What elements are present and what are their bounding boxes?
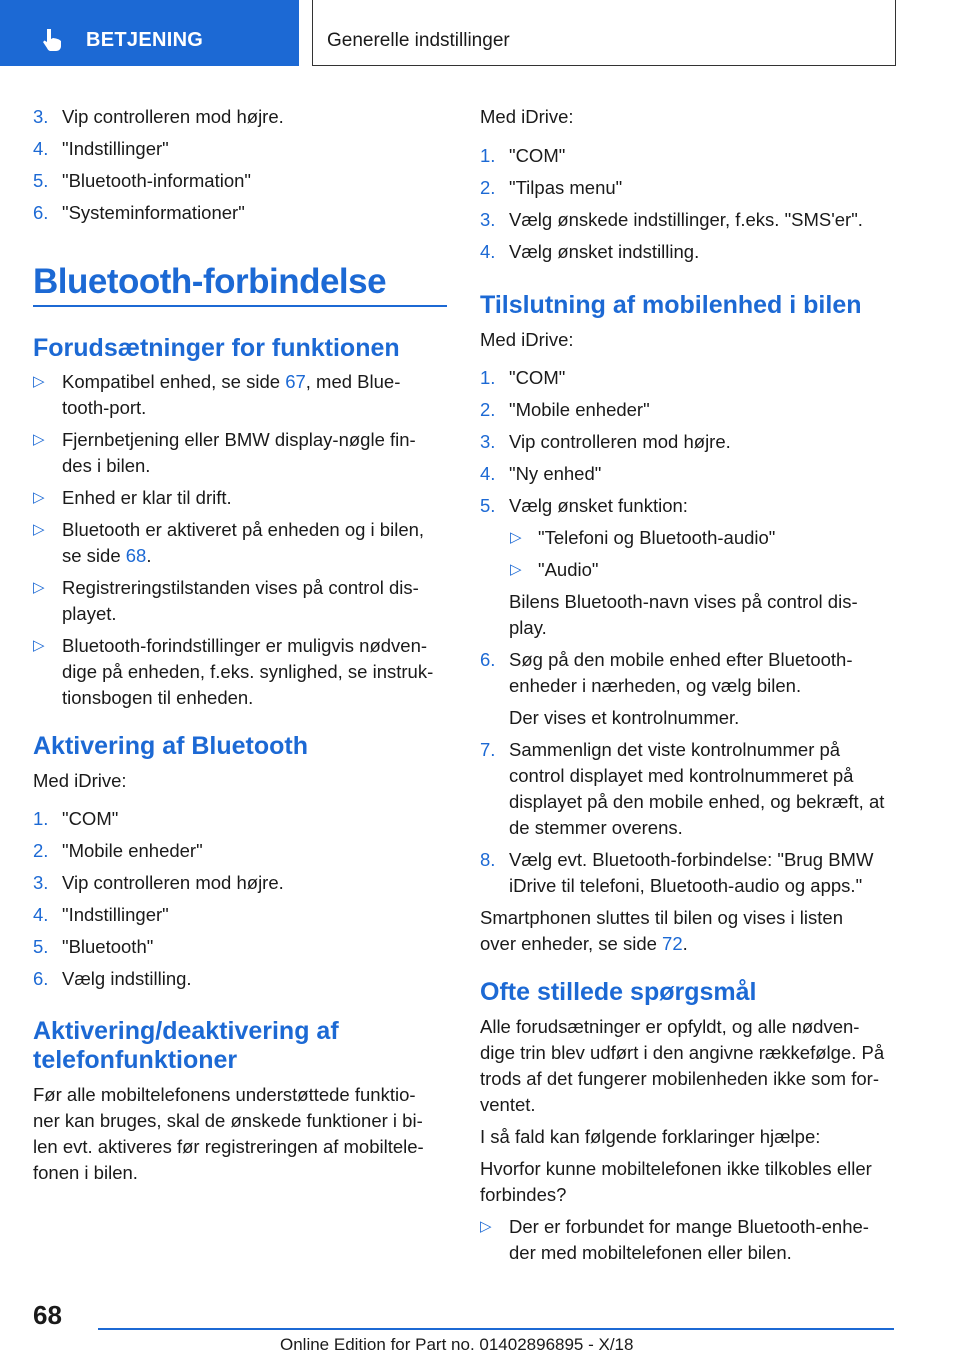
paragraph-line: fonen i bilen. — [33, 1162, 138, 1183]
intro-text: Med iDrive: — [480, 329, 574, 350]
bullet-text: dige på enheden, f.eks. synlighed, se instruk- — [62, 661, 434, 682]
step-number: 2. — [480, 399, 496, 420]
step-text: Vælg ønsket indstilling. — [509, 241, 700, 262]
step-text: Vælg indstilling. — [62, 968, 192, 989]
step-text: Vip controlleren mod højre. — [62, 872, 284, 893]
step-number: 6. — [33, 202, 49, 223]
step-number: 1. — [480, 145, 496, 166]
step-number: 6. — [480, 649, 496, 670]
paragraph-line: len evt. aktiveres før registreringen af mobiltele- — [33, 1136, 424, 1157]
bullet-text — [62, 543, 447, 569]
step-number: 5. — [33, 936, 49, 957]
step-text: "Bluetooth-information" — [62, 170, 251, 191]
bullet-text: Bluetooth-forindstillinger er muligvis nødven- — [62, 635, 428, 656]
step-text: "COM" — [509, 367, 566, 388]
text-span: , med Blue- — [305, 371, 401, 392]
step-text: iDrive til telefoni, Bluetooth-audio og apps." — [509, 875, 863, 896]
edition-text: Online Edition for Part no. 01402896895 - X/18 — [280, 1335, 634, 1354]
paragraph-line: dige trin blev udført i den angivne rækkefølge. På — [480, 1042, 885, 1063]
note-text: Bilens Bluetooth-navn vises på control dis- — [509, 591, 858, 612]
note-text: Der vises et kontrolnummer. — [509, 707, 740, 728]
step-number: 4. — [480, 241, 496, 262]
step-text: Søg på den mobile enhed efter Bluetooth- — [509, 649, 853, 670]
text-span: se side — [62, 545, 126, 566]
step-number: 5. — [33, 170, 49, 191]
step-text: Vælg ønsket funktion: — [509, 495, 688, 516]
paragraph-line: I så fald kan følgende forklaringer hjælpe: — [480, 1126, 821, 1147]
paragraph-line: Smartphonen sluttes til bilen og vises i listen — [480, 907, 843, 928]
bullet-text: Fjernbetjening eller BMW display-nøgle fin- — [62, 429, 416, 450]
bullet-text: tooth-port. — [62, 397, 147, 418]
intro-text: Med iDrive: — [480, 106, 574, 127]
bullet-text: der med mobiltelefonen eller bilen. — [509, 1242, 792, 1263]
step-text: "Ny enhed" — [509, 463, 602, 484]
triangle-bullet-icon: ▷ — [33, 521, 45, 538]
step-text: "Systeminformationer" — [62, 202, 245, 223]
subsection-heading: Forudsætninger for funktionen — [33, 334, 400, 362]
step-number: 4. — [480, 463, 496, 484]
bullet-text: Bluetooth er aktiveret på enheden og i bilen, — [62, 519, 425, 540]
step-number: 4. — [33, 904, 49, 925]
bullet-text — [62, 369, 447, 395]
step-text: "Mobile enheder" — [62, 840, 203, 861]
step-number: 3. — [33, 872, 49, 893]
step-number: 8. — [480, 849, 496, 870]
paragraph-line: ventet. — [480, 1094, 536, 1115]
note-text: play. — [509, 617, 547, 638]
text-span: . — [146, 545, 152, 566]
step-text: Vælg ønskede indstillinger, f.eks. "SMS'er". — [509, 209, 863, 230]
step-number: 6. — [33, 968, 49, 989]
step-text: control displayet med kontrolnummeret på — [509, 765, 854, 786]
paragraph-line: Før alle mobiltelefonens understøttede funktio- — [33, 1084, 416, 1105]
page-link[interactable]: 68 — [125, 545, 147, 566]
heading-rule — [33, 305, 447, 307]
hand-pointer-icon — [40, 27, 66, 53]
step-number: 1. — [33, 808, 49, 829]
paragraph-line: trods af det fungerer mobilenheden ikke som for- — [480, 1068, 879, 1089]
step-text: "Indstillinger" — [62, 904, 169, 925]
subsection-heading: telefonfunktioner — [33, 1046, 238, 1074]
step-text: de stemmer overens. — [509, 817, 683, 838]
step-text: "COM" — [62, 808, 119, 829]
bullet-text: tionsbogen til enheden. — [62, 687, 254, 708]
triangle-bullet-icon: ▷ — [480, 1218, 492, 1235]
step-text: Sammenlign det viste kontrolnummer på — [509, 739, 841, 760]
step-number: 3. — [33, 106, 49, 127]
page-link[interactable]: 72 — [662, 933, 683, 954]
footer-rule — [98, 1328, 894, 1330]
step-number: 4. — [33, 138, 49, 159]
text-span: Kompatibel enhed, se side — [62, 371, 286, 392]
page-link[interactable]: 67 — [285, 371, 306, 392]
step-text: Vælg evt. Bluetooth-forbindelse: "Brug BMW — [509, 849, 874, 870]
header-title-box — [312, 0, 896, 66]
bullet-text: "Telefoni og Bluetooth-audio" — [538, 527, 776, 548]
text-span: . — [682, 933, 688, 954]
step-number: 5. — [480, 495, 496, 516]
bullet-text: Der er forbundet for mange Bluetooth-enhe- — [509, 1216, 869, 1237]
step-text: Vip controlleren mod højre. — [509, 431, 731, 452]
step-text: "COM" — [509, 145, 566, 166]
section-label: BETJENING — [86, 29, 204, 51]
step-text: "Bluetooth" — [62, 936, 154, 957]
page-title: Generelle indstillinger — [327, 30, 510, 51]
paragraph-line: forbindes? — [480, 1184, 567, 1205]
bullet-text: "Audio" — [538, 559, 599, 580]
step-text: "Mobile enheder" — [509, 399, 650, 420]
triangle-bullet-icon: ▷ — [510, 529, 522, 546]
triangle-bullet-icon: ▷ — [33, 489, 45, 506]
intro-text: Med iDrive: — [33, 770, 127, 791]
text-span: over enheder, se side — [480, 933, 663, 954]
paragraph-line: Hvorfor kunne mobiltelefonen ikke tilkobles eller — [480, 1158, 872, 1179]
triangle-bullet-icon: ▷ — [33, 431, 45, 448]
triangle-bullet-icon: ▷ — [510, 561, 522, 578]
step-number: 1. — [480, 367, 496, 388]
step-number: 3. — [480, 209, 496, 230]
subsection-heading: Ofte stillede spørgsmål — [480, 978, 757, 1006]
page-number: 68 — [33, 1300, 62, 1330]
section-tab — [0, 0, 299, 66]
subsection-heading: Tilslutning af mobilenhed i bilen — [480, 291, 862, 319]
step-number: 7. — [480, 739, 496, 760]
bullet-text: Enhed er klar til drift. — [62, 487, 232, 508]
bullet-text: playet. — [62, 603, 117, 624]
step-text: enheder i nærheden, og vælg bilen. — [509, 675, 802, 696]
step-text: Vip controlleren mod højre. — [62, 106, 284, 127]
bullet-text: des i bilen. — [62, 455, 151, 476]
step-number: 3. — [480, 431, 496, 452]
triangle-bullet-icon: ▷ — [33, 579, 45, 596]
step-text: displayet på den mobile enhed, og bekræft, at — [509, 791, 885, 812]
paragraph-line: ner kan bruges, skal de ønskede funktioner i bi- — [33, 1110, 423, 1131]
subsection-heading: Aktivering af Bluetooth — [33, 732, 309, 760]
step-number: 2. — [480, 177, 496, 198]
paragraph-line — [480, 931, 900, 957]
subsection-heading: Aktivering/deaktivering af — [33, 1017, 339, 1045]
step-text: "Indstillinger" — [62, 138, 169, 159]
step-number: 2. — [33, 840, 49, 861]
section-heading: Bluetooth-forbindelse — [33, 262, 387, 301]
bullet-text: Registreringstilstanden vises på control dis- — [62, 577, 419, 598]
paragraph-line: Alle forudsætninger er opfyldt, og alle nødven- — [480, 1016, 860, 1037]
step-text: "Tilpas menu" — [509, 177, 623, 198]
triangle-bullet-icon: ▷ — [33, 373, 45, 390]
triangle-bullet-icon: ▷ — [33, 637, 45, 654]
